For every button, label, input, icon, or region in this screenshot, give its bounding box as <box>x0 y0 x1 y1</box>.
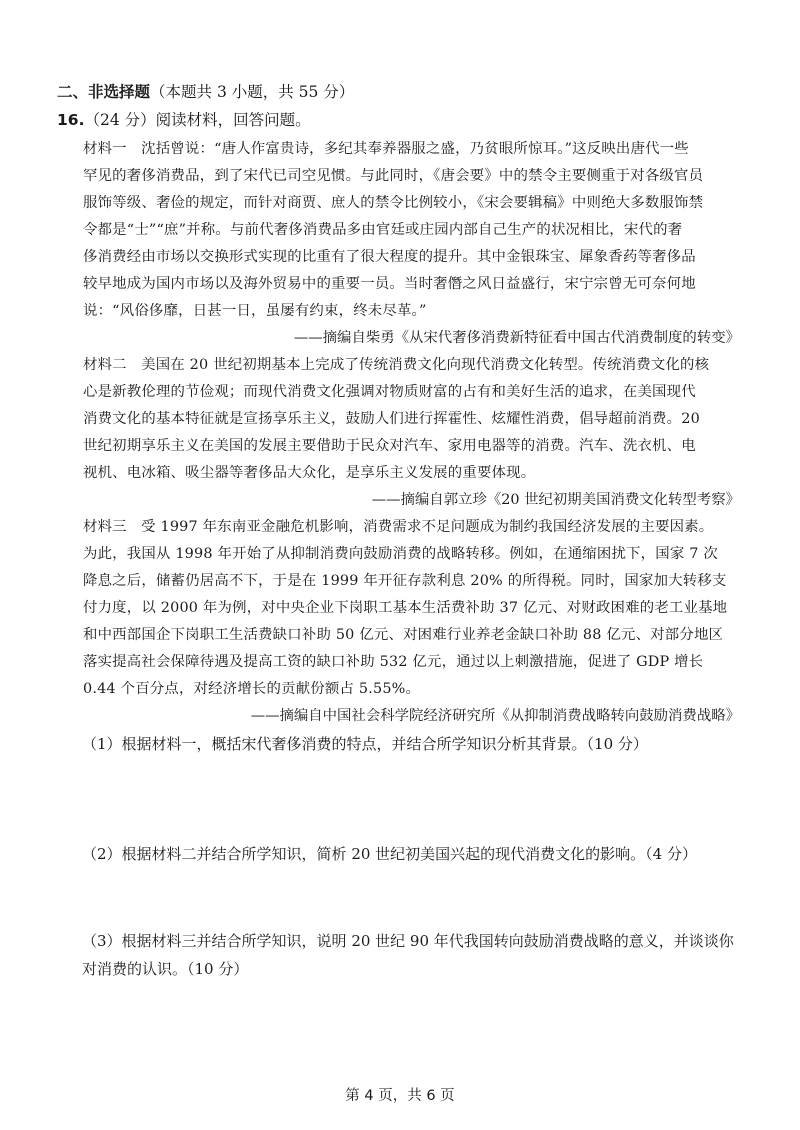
material2-line: 心是新教伦理的节俭观；而现代消费文化强调对物质财富的占有和美好生活的追求，在美国现代 <box>83 384 696 400</box>
section-heading <box>57 80 354 102</box>
material2-source: ——摘编自郭立珍《20 世纪初期美国消费文化转型考察》 <box>371 492 740 508</box>
material3-line: 0.44 个百分点，对经济增长的贡献份额占 5.55%。 <box>83 681 421 697</box>
material2-line: 消费文化的基本特征就是宣扬享乐主义，鼓励人们进行挥霍性、炫耀性消费，倡导超前消费。20 <box>83 411 700 427</box>
question-number: 16. <box>57 111 85 129</box>
question-points: （24 分） <box>84 111 156 129</box>
material2-text: 美国在 20 世纪初期基本上完成了传统消费文化向现代消费文化转型。传统消费文化的核 <box>141 357 710 373</box>
subquestion-3: （3）根据材料三并结合所学知识，说明 20 世纪 90 年代我国转向鼓励消费战略的意义，并谈谈你 <box>82 932 734 950</box>
subquestion-3-continued: 对消费的认识。（10 分） <box>82 960 249 978</box>
material2-label: 材料二 <box>83 357 127 373</box>
question-header <box>57 108 311 130</box>
section-title: 二、非选择题 <box>57 83 151 101</box>
material2-line: 视机、电冰箱、吸尘器等奢侈品大众化，是享乐主义发展的重要体现。 <box>83 465 536 481</box>
material1-line: 说：“风俗侈靡，日甚一日，虽屡有约束，终未尽革。” <box>83 303 427 319</box>
material2-line: 世纪初期享乐主义在美国的发展主要借助于民众对汽车、家用电器等的消费。汽车、洗衣机、电 <box>83 438 696 454</box>
material3-line: 和中西部国企下岗职工生活费缺口补助 50 亿元、对困难行业养老金缺口补助 88 亿元、对部分地区 <box>83 627 724 643</box>
material1-source: ——摘编自柴勇《从宋代奢侈消费新特征看中国古代消费制度的转变》 <box>293 330 740 346</box>
material3-label: 材料三 <box>83 519 127 535</box>
subquestion-2: （2）根据材料二并结合所学知识，简析 20 世纪初美国兴起的现代消费文化的影响。（4 分） <box>82 845 697 863</box>
material3-line: 落实提高社会保障待遇及提高工资的缺口补助 532 亿元，通过以上刺激措施，促进了 GDP 增长 <box>83 654 704 670</box>
page-footer: 第 4 页，共 6 页 <box>345 1088 455 1104</box>
material1-line: 服饰等级、奢俭的规定，而针对商贾、庶人的禁令比例较小，《宋会要辑稿》中则绝大多数服饰禁 <box>83 195 704 211</box>
material3-source: ——摘编自中国社会科学院经济研究所《从抑制消费战略转向鼓励消费战略》 <box>250 708 740 724</box>
material1-text: 沈括曾说：“唐人作富贵诗，多纪其奉养器服之盛，乃贫眼所惊耳。”这反映出唐代一些 <box>141 141 689 157</box>
material1-line: 令都是“士”“庶”并称。与前代奢侈消费品多由官廷或庄园内部自己生产的状况相比，宋代的奢 <box>83 222 683 238</box>
material3-line <box>83 515 713 536</box>
material3-line: 降息之后，储蓄仍居高不下，于是在 1999 年开征存款利息 20% 的所得税。同时，国家加大转移支 <box>83 573 727 589</box>
material3-line: 付力度，以 2000 年为例，对中央企业下岗职工基本生活费补助 37 亿元、对财政困难的老工业基地 <box>83 600 728 616</box>
subquestion-1: （1）根据材料一，概括宋代奢侈消费的特点，并结合所学知识分析其背景。（10 分） <box>82 735 648 753</box>
material1-line <box>83 137 689 158</box>
material1-label: 材料一 <box>83 141 127 157</box>
question-instruction: 阅读材料，回答问题。 <box>155 111 311 129</box>
material3-line: 为此，我国从 1998 年开始了从抑制消费向鼓励消费的战略转移。例如，在通缩困扰下，国家 7 次 <box>83 546 718 562</box>
material1-line: 较早地成为国内市场以及海外贸易中的重要一员。当时奢僭之风日益盛行，宋宁宗曾无可奈何地 <box>83 276 696 292</box>
material3-text: 受 1997 年东南亚金融危机影响，消费需求不足问题成为制约我国经济发展的主要因素。 <box>141 519 714 535</box>
material1-line: 侈消费经由市场以交换形式实现的比重有了很大程度的提升。其中金银珠宝、犀象香药等奢侈品 <box>83 249 696 265</box>
material1-line: 罕见的奢侈消费品，到了宋代已司空见惯。与此同时，《唐会要》中的禁令主要侧重于对各级官员 <box>83 168 704 184</box>
section-note: （本题共 3 小题，共 55 分） <box>150 83 355 101</box>
material2-line <box>83 353 709 374</box>
